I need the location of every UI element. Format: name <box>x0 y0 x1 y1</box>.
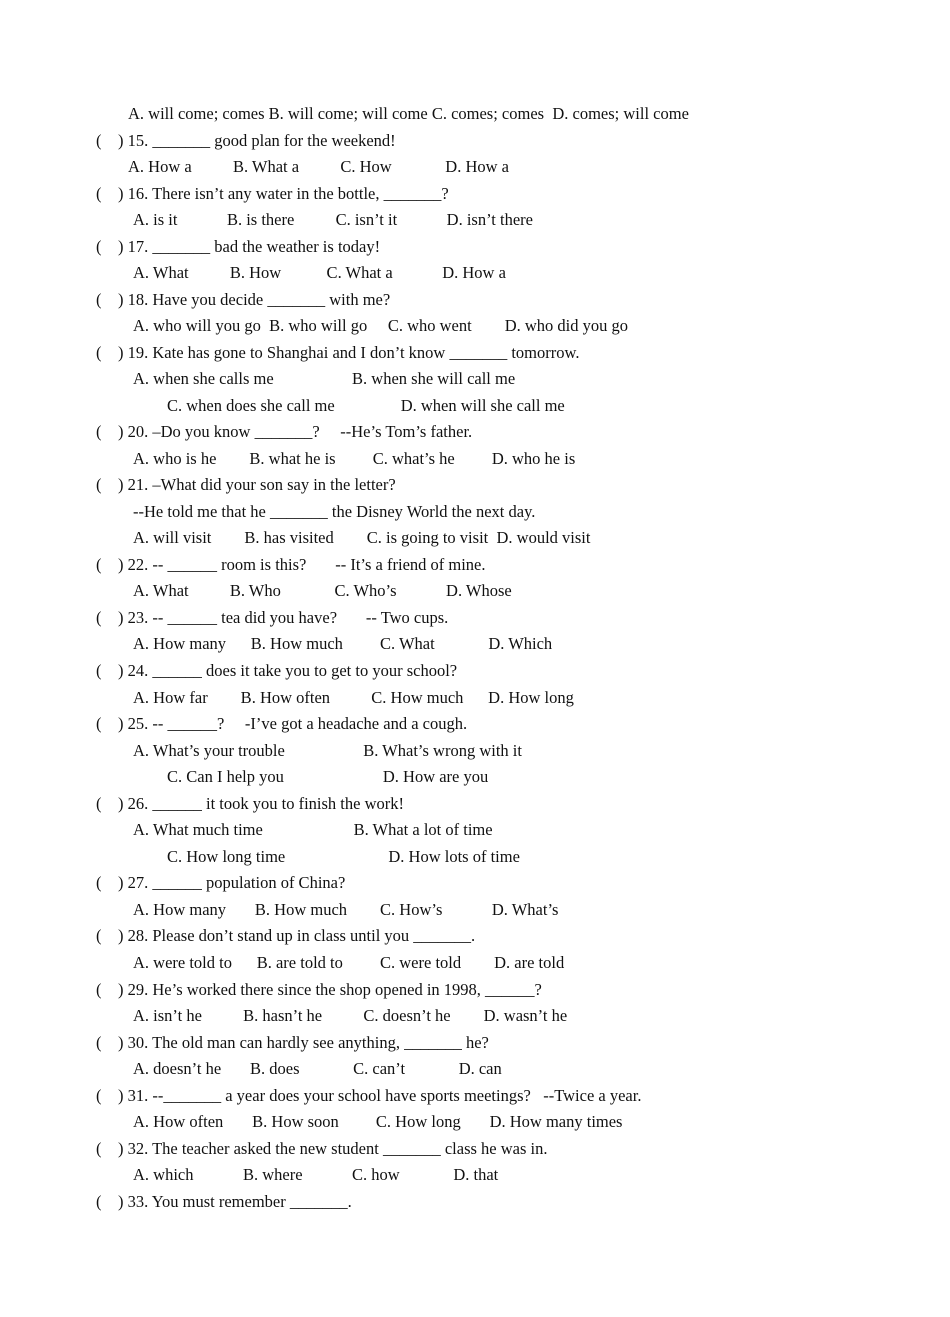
option-line: A. How far B. How often C. How much D. How long <box>133 688 574 707</box>
question-line: ( ) 15. _______ good plan for the weekend! <box>96 131 396 150</box>
option-line: A. which B. where C. how D. that <box>133 1165 499 1184</box>
option-line: A. What much time B. What a lot of time <box>133 820 493 839</box>
question-line: ( ) 29. He’s worked there since the shop opened in 1998, ______? <box>96 980 542 999</box>
question-line: ( ) 19. Kate has gone to Shanghai and I don’t know _______ tomorrow. <box>96 343 580 362</box>
question-line: ( ) 22. -- ______ room is this? -- It’s a friend of mine. <box>96 555 486 574</box>
option-line: A. were told to B. are told to C. were told D. are told <box>133 953 565 972</box>
option-line: C. when does she call me D. when will she call me <box>167 396 565 415</box>
option-line: A. How often B. How soon C. How long D. How many times <box>133 1112 623 1131</box>
option-line: A. isn’t he B. hasn’t he C. doesn’t he D. wasn’t he <box>133 1006 568 1025</box>
option-line: A. How many B. How much C. What D. Which <box>133 634 553 653</box>
question-line: ( ) 33. You must remember _______. <box>96 1192 352 1211</box>
option-line: A. will visit B. has visited C. is going to visit D. would visit <box>133 528 591 547</box>
question-line: ( ) 32. The teacher asked the new student _______ class he was in. <box>96 1139 548 1158</box>
option-line: A. How a B. What a C. How D. How a <box>128 157 509 176</box>
option-line: A. will come; comes B. will come; will come C. comes; comes D. comes; will come <box>128 104 689 123</box>
option-line: A. How many B. How much C. How’s D. What’s <box>133 900 559 919</box>
question-line: ( ) 17. _______ bad the weather is today! <box>96 237 381 256</box>
option-line: C. How long time D. How lots of time <box>167 847 520 866</box>
option-line: A. who is he B. what he is C. what’s he D. who he is <box>133 449 576 468</box>
option-line: A. when she calls me B. when she will call me <box>133 369 516 388</box>
option-line: C. Can I help you D. How are you <box>167 767 489 786</box>
question-line: ( ) 16. There isn’t any water in the bottle, _______? <box>96 184 449 203</box>
question-line: ( ) 25. -- ______? -I’ve got a headache and a cough. <box>96 714 468 733</box>
option-line: A. is it B. is there C. isn’t it D. isn’t there <box>133 210 533 229</box>
question-line: ( ) 27. ______ population of China? <box>96 873 346 892</box>
question-line: ( ) 31. --_______ a year does your school have sports meetings? --Twice a year. <box>96 1086 642 1105</box>
option-line: A. who will you go B. who will go C. who went D. who did you go <box>133 316 628 335</box>
question-line: ( ) 23. -- ______ tea did you have? -- Two cups. <box>96 608 449 627</box>
question-line: ( ) 26. ______ it took you to finish the work! <box>96 794 404 813</box>
question-line: ( ) 20. –Do you know _______? --He’s Tom’s father. <box>96 422 473 441</box>
question-line: ( ) 28. Please don’t stand up in class until you _______. <box>96 926 476 945</box>
question-line: ( ) 24. ______ does it take you to get to your school? <box>96 661 458 680</box>
option-line: A. What B. How C. What a D. How a <box>133 263 506 282</box>
option-line: A. What’s your trouble B. What’s wrong with it <box>133 741 522 760</box>
question-line: --He told me that he _______ the Disney World the next day. <box>133 502 536 521</box>
question-line: ( ) 21. –What did your son say in the letter? <box>96 475 396 494</box>
question-line: ( ) 30. The old man can hardly see anything, _______ he? <box>96 1033 489 1052</box>
option-line: A. What B. Who C. Who’s D. Whose <box>133 581 512 600</box>
option-line: A. doesn’t he B. does C. can’t D. can <box>133 1059 502 1078</box>
question-line: ( ) 18. Have you decide _______ with me? <box>96 290 391 309</box>
